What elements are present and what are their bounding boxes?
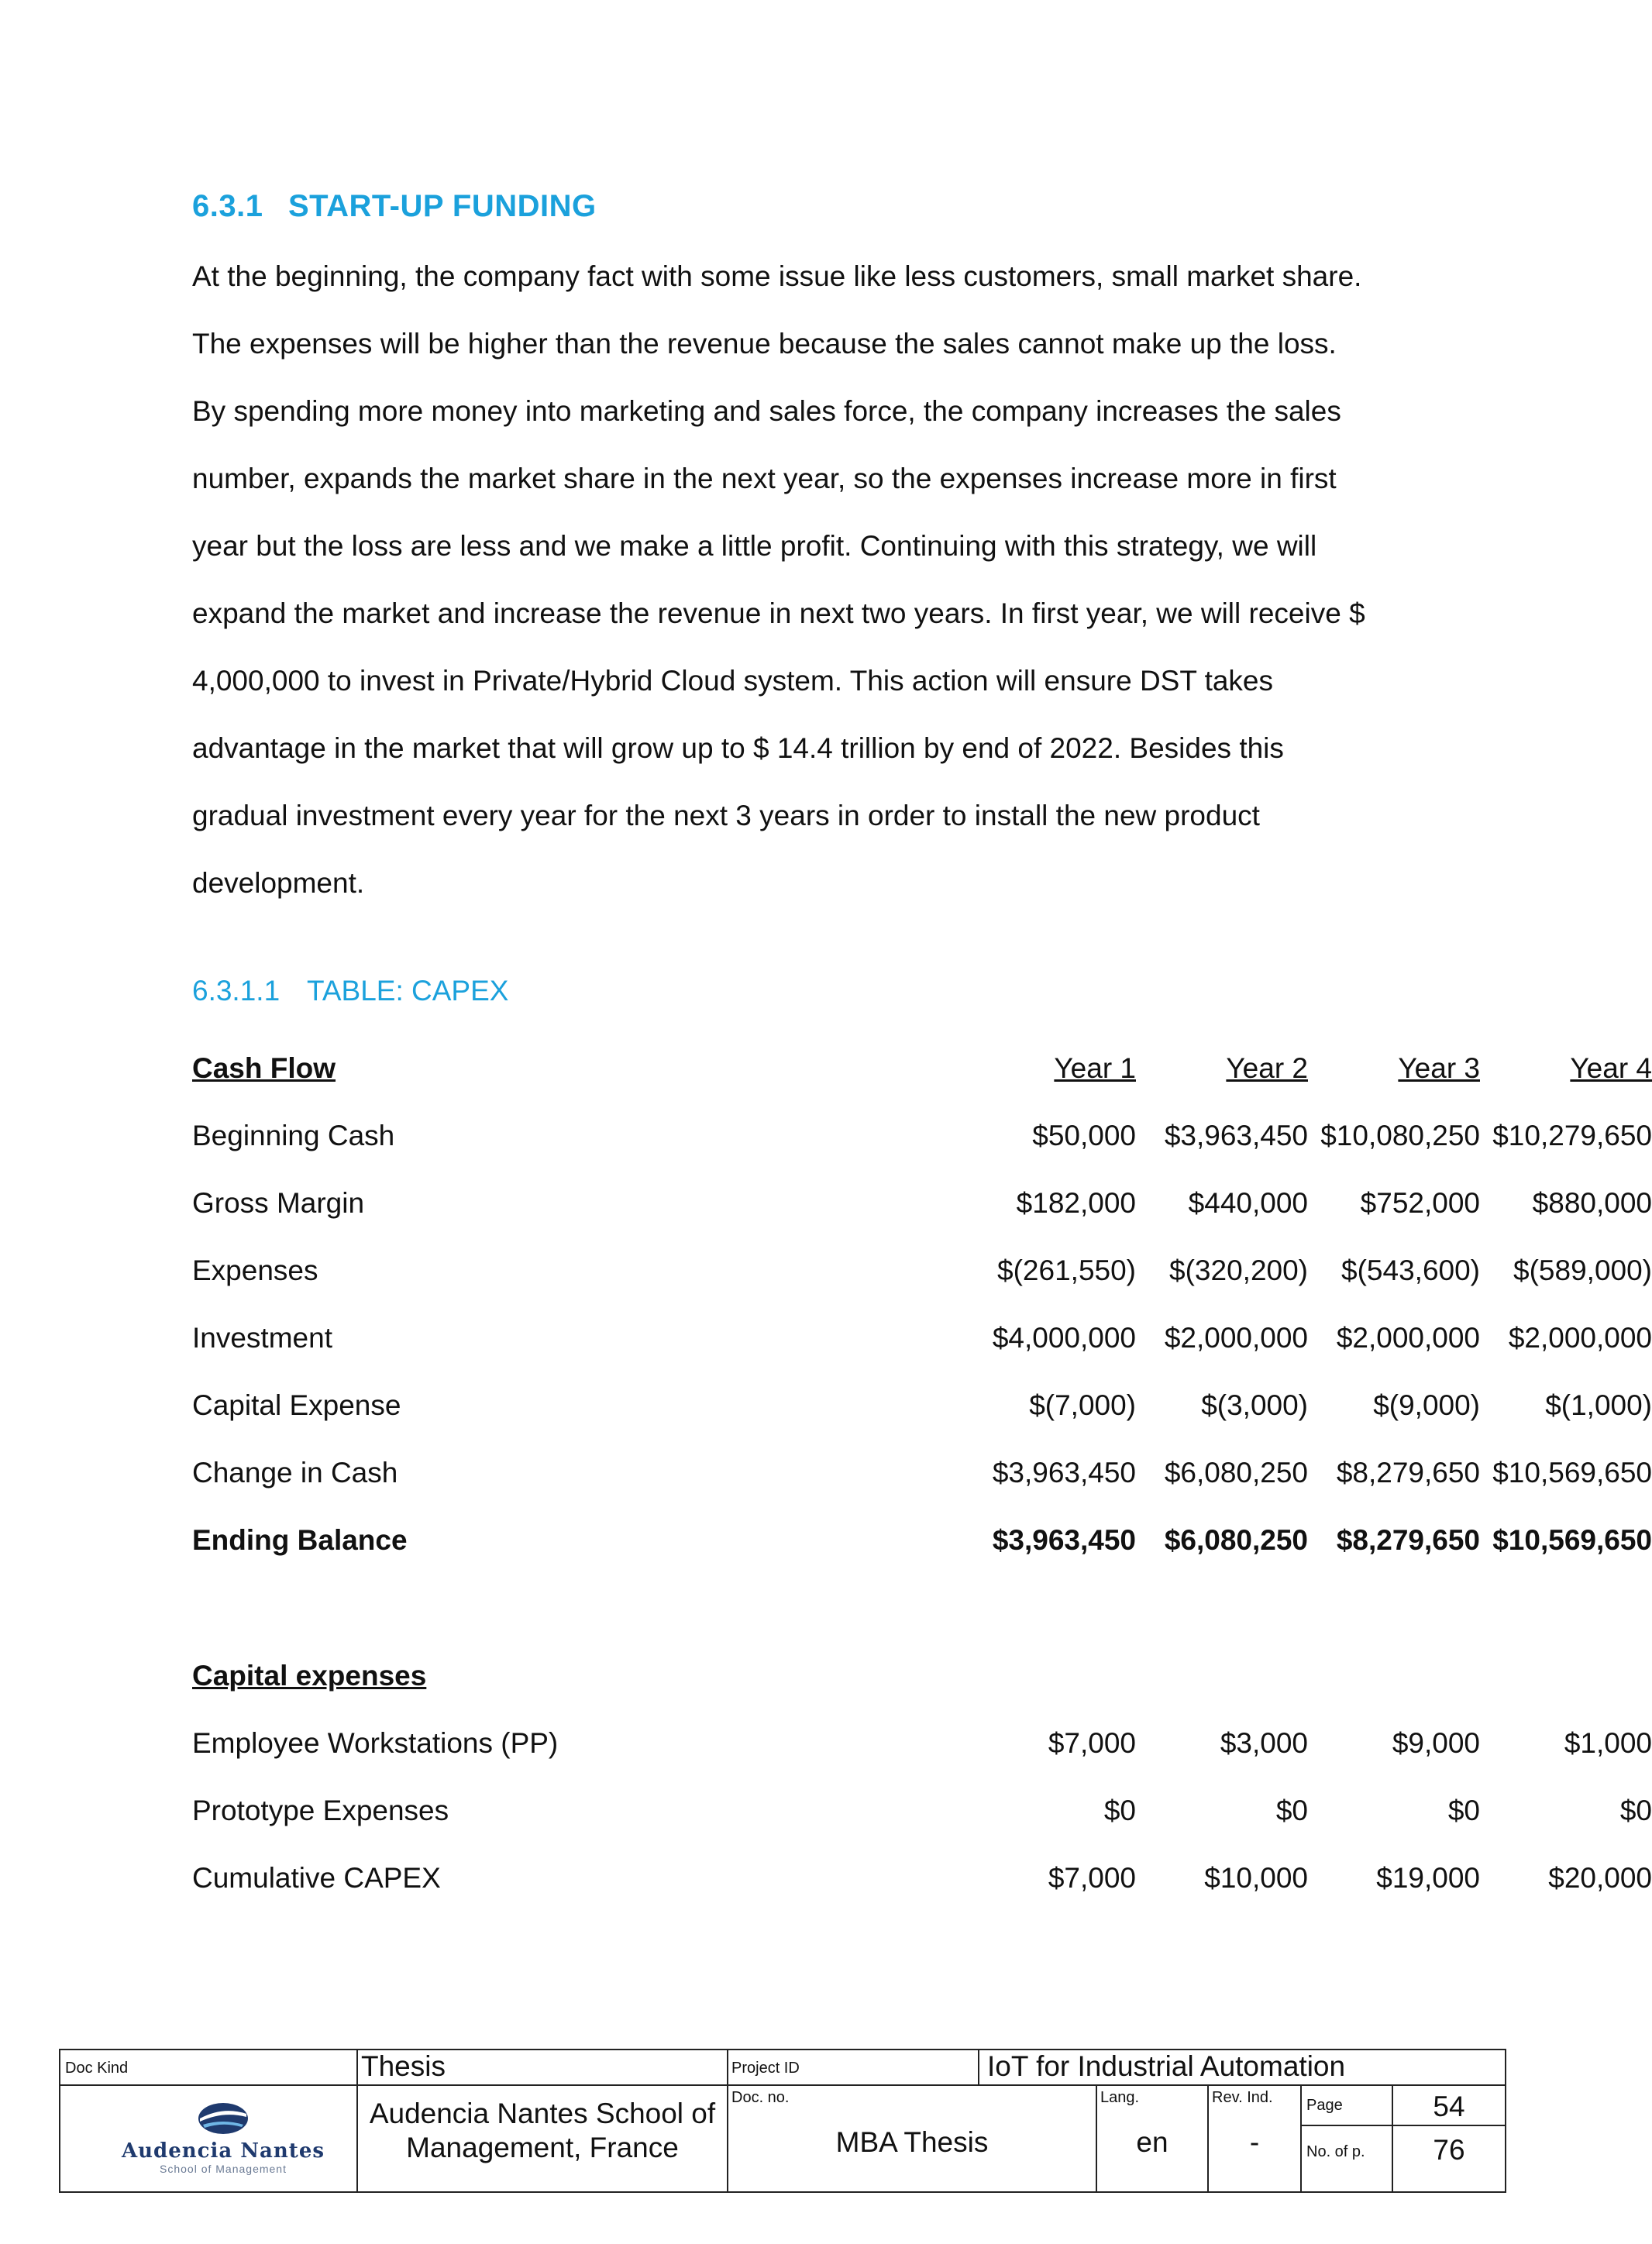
cell-value: $10,080,250: [1320, 1120, 1480, 1151]
subsection-number: 6.3.1.1: [192, 975, 280, 1007]
cell-value: $1,000: [1564, 1727, 1652, 1759]
cell-value: $2,000,000: [1336, 1322, 1480, 1354]
page-number: 54: [1433, 2091, 1465, 2122]
row-label: Investment: [192, 1322, 332, 1354]
section-number: 6.3.1: [192, 189, 263, 223]
table-row: [192, 1248, 1652, 1316]
project-id-label: Project ID: [731, 2060, 800, 2077]
cell-value: $2,000,000: [1508, 1322, 1652, 1354]
cell-value: $440,000: [1188, 1187, 1308, 1219]
cell-value: $(320,200): [1169, 1255, 1308, 1286]
cell-value: $3,963,450: [1164, 1120, 1308, 1151]
row-label: Employee Workstations (PP): [192, 1727, 559, 1759]
table-total-row: [192, 1518, 1652, 1585]
cell-value: $0: [1103, 1795, 1136, 1826]
cell-value: $19,000: [1376, 1862, 1480, 1894]
cash-flow-table: [192, 1046, 1652, 1585]
year-header: Year 1: [1054, 1052, 1136, 1084]
row-label: Cumulative CAPEX: [192, 1862, 441, 1894]
table-row: [192, 1856, 1652, 1923]
cell-value: $8,279,650: [1336, 1457, 1480, 1489]
cell-value: $8,279,650: [1336, 1524, 1480, 1556]
page-label: Page: [1306, 2097, 1343, 2114]
cell-value: $(543,600): [1341, 1255, 1480, 1286]
paragraph-line: 4,000,000 to invest in Private/Hybrid Cloud system. This action will ensure DST takes: [192, 665, 1273, 697]
cell-value: $7,000: [1048, 1727, 1136, 1759]
paragraph-line: At the beginning, the company fact with some issue like less customers, small market share.: [192, 260, 1362, 292]
paragraph-line: gradual investment every year for the next 3 years in order to install the new product: [192, 800, 1260, 831]
document-footer-block: [59, 2049, 1506, 2193]
row-label: Capital Expense: [192, 1389, 401, 1421]
doc-no-label: Doc. no.: [731, 2089, 790, 2106]
doc-kind-value: Thesis: [361, 2050, 446, 2082]
logo-name: Audencia Nantes: [121, 2139, 325, 2163]
subsection-heading: [192, 975, 508, 1007]
logo-subtitle: School of Management: [160, 2163, 287, 2175]
paragraph-line: number, expands the market share in the next year, so the expenses increase more in first: [192, 463, 1337, 494]
table-row: [192, 1181, 1652, 1248]
row-label: Beginning Cash: [192, 1120, 395, 1151]
paragraph-line: The expenses will be higher than the revenue because the sales cannot make up the loss.: [192, 328, 1337, 360]
cell-value: $4,000,000: [992, 1322, 1136, 1354]
paragraph-line: year but the loss are less and we make a little profit. Continuing with this strategy, we will: [192, 530, 1317, 562]
cell-value: $752,000: [1360, 1187, 1480, 1219]
institution-line: Audencia Nantes School of: [369, 2098, 716, 2129]
cell-value: $3,963,450: [992, 1457, 1136, 1489]
institution-line: Management, France: [406, 2132, 679, 2163]
row-label: Prototype Expenses: [192, 1795, 449, 1826]
rev-value: -: [1249, 2126, 1260, 2158]
cell-value: $3,000: [1220, 1727, 1308, 1759]
project-id-value: IoT for Industrial Automation: [987, 2050, 1346, 2082]
year-header: Year 4: [1570, 1052, 1652, 1084]
table-row: [192, 1721, 1652, 1788]
rev-label: Rev. Ind.: [1212, 2089, 1273, 2106]
cell-value: $880,000: [1532, 1187, 1652, 1219]
table-row: [192, 1451, 1652, 1518]
cell-value: $(3,000): [1201, 1389, 1308, 1421]
doc-no-value: MBA Thesis: [835, 2126, 989, 2158]
doc-kind-label: Doc Kind: [65, 2060, 129, 2077]
cell-value: $0: [1447, 1795, 1480, 1826]
paragraph-line: expand the market and increase the revenue in next two years. In first year, we will receive $: [192, 597, 1365, 629]
cell-value: $(261,550): [997, 1255, 1136, 1286]
cash-flow-header: Cash Flow: [192, 1052, 336, 1084]
table-row: [192, 1788, 1652, 1856]
capital-expenses-table: [192, 1654, 1652, 1923]
cell-value: $6,080,250: [1164, 1457, 1308, 1489]
table-header-row: [192, 1654, 1385, 1721]
lang-value: en: [1136, 2126, 1168, 2158]
cell-value: $10,279,650: [1492, 1120, 1652, 1151]
pages-count: 76: [1433, 2134, 1465, 2166]
subsection-title: TABLE: CAPEX: [307, 975, 509, 1007]
cell-value: $(1,000): [1545, 1389, 1652, 1421]
cell-value: $0: [1275, 1795, 1308, 1826]
cell-value: $6,080,250: [1164, 1524, 1308, 1556]
cell-value: $(9,000): [1373, 1389, 1480, 1421]
table-header-row: [192, 1046, 1652, 1113]
institution-name: [358, 2097, 727, 2165]
year-header: Year 2: [1226, 1052, 1308, 1084]
section-title: START-UP FUNDING: [288, 189, 597, 223]
cell-value: $10,569,650: [1492, 1524, 1652, 1556]
section-heading: [192, 189, 597, 224]
cell-value: $50,000: [1032, 1120, 1136, 1151]
cell-value: $0: [1619, 1795, 1652, 1826]
row-label: Expenses: [192, 1255, 318, 1286]
cell-value: $10,569,650: [1492, 1457, 1652, 1489]
lang-label: Lang.: [1100, 2089, 1140, 2106]
cell-value: $20,000: [1548, 1862, 1652, 1894]
cell-value: $9,000: [1392, 1727, 1480, 1759]
paragraph-line: By spending more money into marketing and sales force, the company increases the sales: [192, 395, 1341, 427]
cell-value: $182,000: [1016, 1187, 1136, 1219]
body-paragraph: [192, 254, 1401, 928]
globe-logo-icon: [195, 2101, 251, 2136]
cell-value: $10,000: [1204, 1862, 1308, 1894]
capital-expenses-header: Capital expenses: [192, 1660, 427, 1692]
table-row: [192, 1383, 1652, 1451]
row-label: Gross Margin: [192, 1187, 365, 1219]
row-label: Ending Balance: [192, 1524, 408, 1556]
cell-value: $3,963,450: [992, 1524, 1136, 1556]
paragraph-line: development.: [192, 867, 365, 899]
table-row: [192, 1113, 1652, 1181]
pages-label: No. of p.: [1306, 2143, 1365, 2160]
paragraph-line: advantage in the market that will grow up to $ 14.4 trillion by end of 2022. Besides this: [192, 732, 1284, 764]
cell-value: $2,000,000: [1164, 1322, 1308, 1354]
row-label: Change in Cash: [192, 1457, 398, 1489]
year-header: Year 3: [1398, 1052, 1480, 1084]
audencia-logo: [76, 2101, 370, 2187]
cell-value: $(589,000): [1513, 1255, 1652, 1286]
cell-value: $7,000: [1048, 1862, 1136, 1894]
table-row: [192, 1316, 1652, 1383]
cell-value: $(7,000): [1029, 1389, 1136, 1421]
